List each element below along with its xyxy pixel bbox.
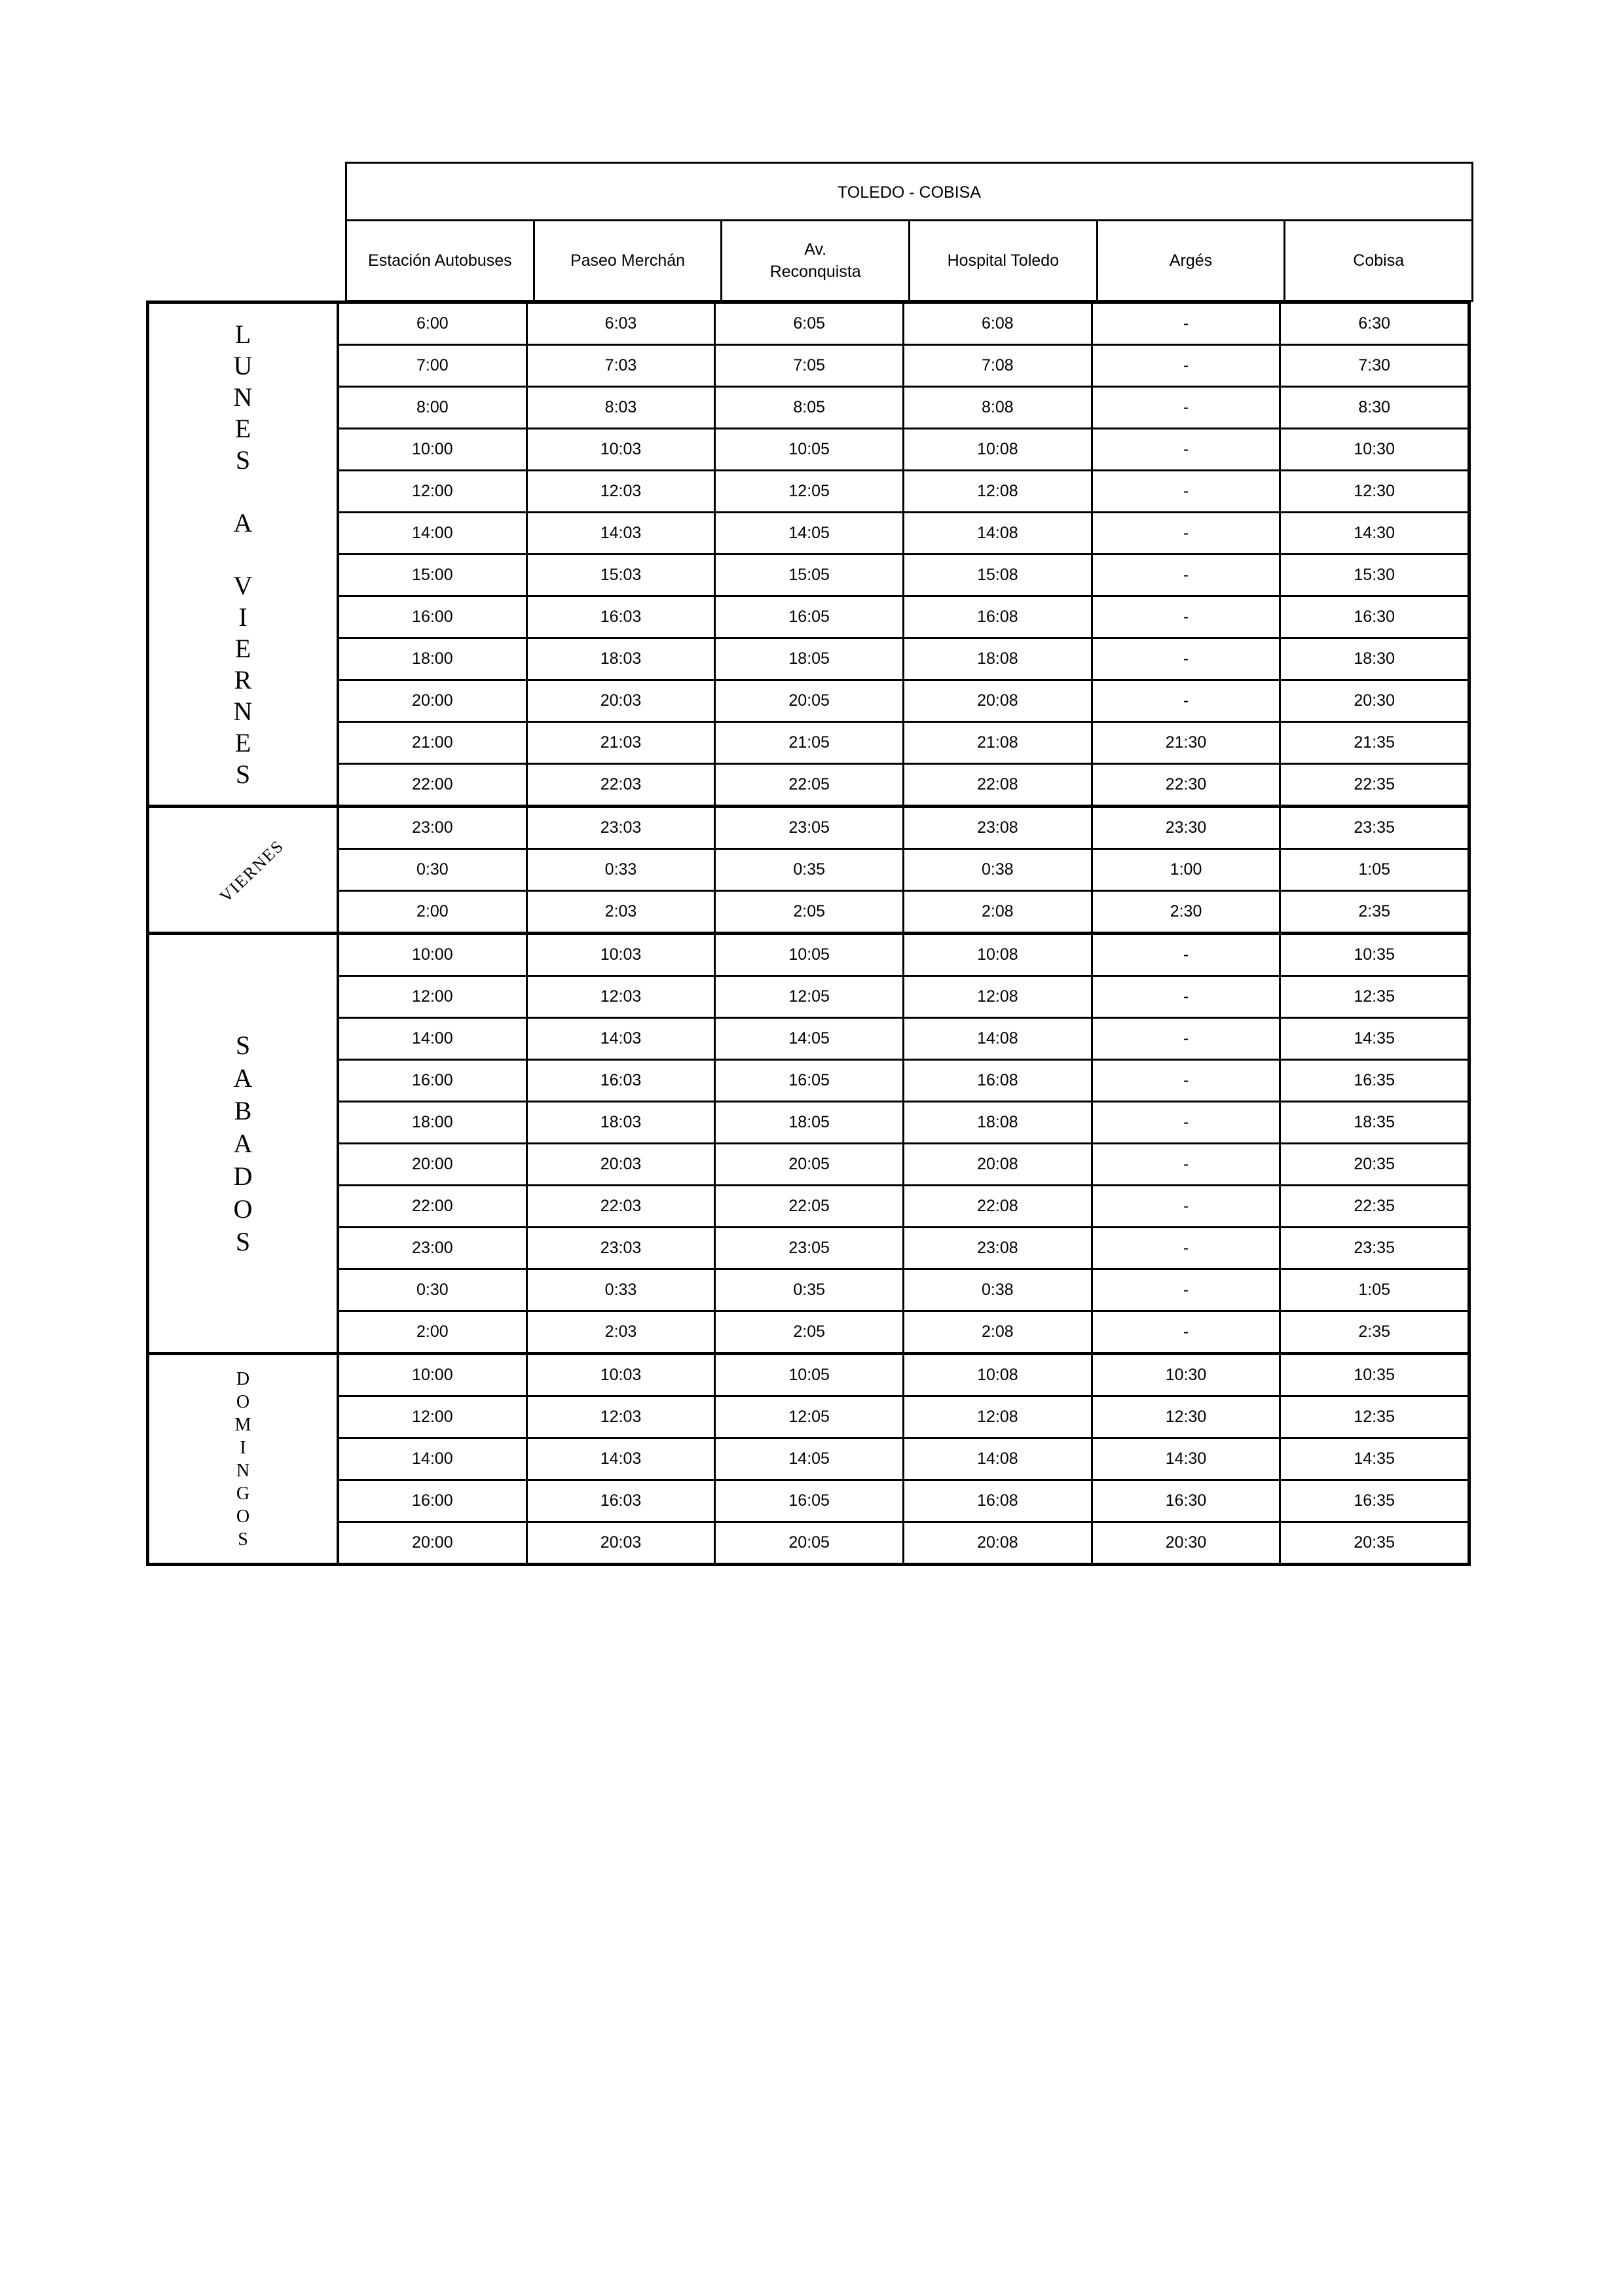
time-cell: 8:05: [716, 388, 904, 428]
label-letter: A: [233, 1128, 253, 1158]
time-cell: -: [1093, 1312, 1282, 1352]
section-label-domingos: [149, 1355, 339, 1563]
label-letter: I: [238, 602, 248, 632]
time-cell: 20:05: [716, 681, 904, 721]
time-cell: -: [1093, 388, 1282, 428]
time-cell: 12:03: [528, 471, 716, 511]
label-letter: L: [234, 319, 251, 349]
time-cell: -: [1093, 639, 1282, 679]
label-letter: O: [236, 1391, 250, 1412]
table-row: [339, 1184, 1467, 1226]
time-cell: 7:03: [528, 346, 716, 386]
table-row: [339, 304, 1467, 344]
time-cell: 10:00: [339, 429, 528, 469]
time-cell: 12:08: [904, 977, 1093, 1017]
time-cell: 12:05: [716, 977, 904, 1017]
table-row: [339, 595, 1467, 637]
time-cell: -: [1093, 1061, 1282, 1101]
stop-header-estacion-autobuses: Estación Autobuses: [347, 221, 535, 300]
time-cell: 2:35: [1358, 1322, 1391, 1341]
time-cell: 2:30: [1093, 892, 1282, 932]
stop-header-hospital-toledo: Hospital Toledo: [910, 221, 1098, 300]
time-cell: 8:00: [339, 388, 528, 428]
table-row: [339, 1101, 1467, 1142]
time-cell: 10:05: [716, 1355, 904, 1395]
time-cell: 21:30: [1093, 723, 1282, 763]
time-cell: -: [1093, 1102, 1282, 1142]
time-cell: 20:05: [716, 1144, 904, 1184]
time-cell: 12:05: [716, 1397, 904, 1437]
time-cell: 0:33: [528, 850, 716, 890]
section-rows: [339, 1355, 1467, 1563]
time-cell: 15:05: [716, 555, 904, 595]
time-cell: 12:30: [1354, 482, 1395, 500]
time-cell: 2:03: [528, 1312, 716, 1352]
time-cell: 16:08: [904, 1481, 1093, 1521]
time-cell: -: [1093, 935, 1282, 975]
time-cell: 12:03: [528, 1397, 716, 1437]
time-cell: 20:03: [528, 1523, 716, 1563]
time-cell: -: [1093, 346, 1282, 386]
time-cell: 20:03: [528, 1144, 716, 1184]
time-cell: 12:08: [904, 1397, 1093, 1437]
time-cell: 14:08: [904, 1439, 1093, 1479]
time-cell: -: [1093, 977, 1282, 1017]
timetable-body: [146, 301, 1471, 1566]
time-cell: 14:05: [716, 513, 904, 553]
time-cell: 16:00: [339, 1061, 528, 1101]
time-cell: 14:30: [1354, 524, 1395, 542]
table-row: [339, 1059, 1467, 1101]
time-cell: 12:05: [716, 471, 904, 511]
table-row: [339, 763, 1467, 805]
time-cell: 18:00: [339, 1102, 528, 1142]
time-cell: 15:00: [339, 555, 528, 595]
stop-header-av-reconquista: Av. Reconquista: [722, 221, 910, 300]
label-letter: B: [234, 1095, 252, 1125]
time-cell: 12:00: [339, 977, 528, 1017]
label-letter: D: [233, 1161, 253, 1191]
time-cell: 22:35: [1354, 1197, 1395, 1215]
time-cell: -: [1093, 681, 1282, 721]
time-cell: 16:08: [904, 1061, 1093, 1101]
time-cell: 10:03: [528, 1355, 716, 1395]
time-cell: 12:35: [1354, 1408, 1395, 1426]
time-cell: 2:35: [1358, 902, 1391, 920]
time-cell: 18:00: [339, 639, 528, 679]
time-cell: -: [1093, 304, 1282, 344]
time-cell: 23:08: [904, 808, 1093, 848]
time-cell: 22:03: [528, 765, 716, 805]
time-cell: 23:35: [1354, 1239, 1395, 1257]
time-cell: 0:38: [904, 1270, 1093, 1310]
time-cell: 21:03: [528, 723, 716, 763]
time-cell: 10:08: [904, 429, 1093, 469]
time-cell: 10:30: [1354, 440, 1395, 458]
section-rows: [339, 935, 1467, 1352]
time-cell: 23:03: [528, 808, 716, 848]
table-row: [339, 721, 1467, 763]
label-letter: A: [233, 1063, 253, 1093]
label-letter: [234, 476, 253, 507]
time-cell: 0:30: [339, 850, 528, 890]
time-cell: 10:00: [339, 1355, 528, 1395]
time-cell: 18:35: [1354, 1113, 1395, 1131]
vertical-label: [235, 1368, 251, 1551]
label-letter: N: [236, 1460, 250, 1481]
time-cell: 14:35: [1354, 1029, 1395, 1048]
table-row: [339, 511, 1467, 553]
time-cell: 15:03: [528, 555, 716, 595]
table-row: [339, 1017, 1467, 1059]
label-letter: G: [236, 1483, 250, 1504]
label-letter: S: [235, 759, 251, 789]
time-cell: 12:00: [339, 1397, 528, 1437]
label-letter: S: [235, 1226, 251, 1256]
stop-header-arges: Argés: [1098, 221, 1286, 300]
section-domingos: [149, 1352, 1467, 1563]
time-cell: 2:00: [339, 1312, 528, 1352]
table-row: [339, 553, 1467, 595]
time-cell: 12:08: [904, 471, 1093, 511]
time-cell: 10:08: [904, 1355, 1093, 1395]
time-cell: 0:30: [339, 1270, 528, 1310]
table-row: [339, 935, 1467, 975]
time-cell: -: [1093, 513, 1282, 553]
time-cell: 23:08: [904, 1228, 1093, 1268]
time-cell: 16:03: [528, 597, 716, 637]
time-cell: 20:08: [904, 681, 1093, 721]
label-letter: S: [235, 1030, 251, 1060]
vertical-label: [234, 1029, 253, 1258]
table-row: [339, 1142, 1467, 1184]
time-cell: 2:00: [339, 892, 528, 932]
time-cell: 23:05: [716, 808, 904, 848]
time-cell: 16:35: [1354, 1071, 1395, 1089]
time-cell: 12:35: [1354, 987, 1395, 1006]
time-cell: 2:03: [528, 892, 716, 932]
label-letter: N: [233, 382, 253, 412]
time-cell: 22:05: [716, 1186, 904, 1226]
time-cell: 20:00: [339, 681, 528, 721]
label-letter: D: [236, 1368, 250, 1389]
label-letter: N: [233, 696, 253, 726]
time-cell: 20:08: [904, 1144, 1093, 1184]
time-cell: 10:30: [1093, 1355, 1282, 1395]
time-cell: -: [1093, 555, 1282, 595]
time-cell: 23:35: [1354, 818, 1395, 837]
label-letter: O: [233, 1194, 253, 1224]
time-cell: 18:05: [716, 639, 904, 679]
time-cell: 16:03: [528, 1061, 716, 1101]
time-cell: -: [1093, 1228, 1282, 1268]
vertical-label: [234, 319, 253, 790]
label-letter: E: [234, 727, 251, 757]
time-cell: 18:03: [528, 639, 716, 679]
time-cell: 12:03: [528, 977, 716, 1017]
section-label-sabados: [149, 935, 339, 1352]
time-cell: 10:03: [528, 429, 716, 469]
time-cell: 18:08: [904, 639, 1093, 679]
table-row: [339, 386, 1467, 428]
section-lunes-a-viernes: [149, 304, 1467, 805]
time-cell: -: [1093, 1019, 1282, 1059]
table-row: [339, 1355, 1467, 1395]
diagonal-label: VIERNES: [215, 836, 288, 907]
time-cell: 22:30: [1093, 765, 1282, 805]
table-row: [339, 1395, 1467, 1437]
time-cell: 22:00: [339, 765, 528, 805]
time-cell: 7:08: [904, 346, 1093, 386]
time-cell: 0:35: [716, 850, 904, 890]
time-cell: 12:00: [339, 471, 528, 511]
time-cell: 8:08: [904, 388, 1093, 428]
label-letter: V: [233, 570, 253, 600]
time-cell: 20:35: [1354, 1155, 1395, 1173]
label-letter: E: [234, 413, 251, 443]
time-cell: 0:33: [528, 1270, 716, 1310]
time-cell: 16:30: [1354, 608, 1395, 626]
time-cell: 20:08: [904, 1523, 1093, 1563]
section-rows: [339, 304, 1467, 805]
time-cell: 14:00: [339, 1439, 528, 1479]
section-label-viernes: [149, 808, 339, 932]
time-cell: 7:30: [1358, 356, 1391, 374]
time-cell: 14:03: [528, 1439, 716, 1479]
time-cell: 23:30: [1093, 808, 1282, 848]
table-row: [339, 1479, 1467, 1521]
time-cell: 14:35: [1354, 1449, 1395, 1468]
time-cell: 22:03: [528, 1186, 716, 1226]
time-cell: 21:00: [339, 723, 528, 763]
time-cell: 2:05: [716, 1312, 904, 1352]
time-cell: 12:30: [1093, 1397, 1282, 1437]
time-cell: 16:08: [904, 597, 1093, 637]
time-cell: 18:05: [716, 1102, 904, 1142]
time-cell: 22:05: [716, 765, 904, 805]
time-cell: 8:30: [1358, 398, 1391, 416]
time-cell: 21:08: [904, 723, 1093, 763]
time-cell: 14:00: [339, 513, 528, 553]
time-cell: 1:05: [1358, 1281, 1391, 1299]
section-label-lunes-a-viernes: [149, 304, 339, 805]
label-letter: A: [233, 507, 253, 538]
time-cell: 20:05: [716, 1523, 904, 1563]
time-cell: 21:05: [716, 723, 904, 763]
label-letter: O: [236, 1506, 250, 1527]
time-cell: 20:00: [339, 1523, 528, 1563]
time-cell: 6:03: [528, 304, 716, 344]
time-cell: -: [1093, 1186, 1282, 1226]
label-letter: S: [238, 1529, 248, 1550]
time-cell: 16:00: [339, 1481, 528, 1521]
table-row: [339, 1521, 1467, 1563]
table-row: [339, 890, 1467, 932]
stop-header-row: [347, 221, 1471, 300]
time-cell: 10:05: [716, 429, 904, 469]
time-cell: 16:30: [1093, 1481, 1282, 1521]
time-cell: 15:30: [1354, 566, 1395, 584]
time-cell: 16:05: [716, 597, 904, 637]
time-cell: 18:08: [904, 1102, 1093, 1142]
time-cell: 10:00: [339, 935, 528, 975]
time-cell: 16:03: [528, 1481, 716, 1521]
time-cell: 6:08: [904, 304, 1093, 344]
time-cell: 16:35: [1354, 1491, 1395, 1510]
time-cell: 14:08: [904, 513, 1093, 553]
time-cell: 20:35: [1354, 1533, 1395, 1552]
table-row: [339, 344, 1467, 386]
time-cell: 22:08: [904, 765, 1093, 805]
time-cell: 22:35: [1354, 775, 1395, 793]
time-cell: 20:00: [339, 1144, 528, 1184]
label-letter: M: [234, 1414, 251, 1435]
time-cell: 16:05: [716, 1481, 904, 1521]
table-row: [339, 975, 1467, 1017]
section-sabados: [149, 932, 1467, 1352]
table-row: [339, 469, 1467, 511]
stop-header-paseo-merchan: Paseo Merchán: [535, 221, 723, 300]
table-row: [339, 1310, 1467, 1352]
time-cell: 2:08: [904, 1312, 1093, 1352]
time-cell: 6:30: [1358, 314, 1391, 333]
time-cell: 10:05: [716, 935, 904, 975]
time-cell: 15:08: [904, 555, 1093, 595]
time-cell: 20:30: [1093, 1523, 1282, 1563]
time-cell: 10:35: [1354, 945, 1395, 964]
label-letter: I: [240, 1437, 246, 1458]
table-row: [339, 637, 1467, 679]
time-cell: 14:05: [716, 1439, 904, 1479]
time-cell: 16:00: [339, 597, 528, 637]
table-row: [339, 1226, 1467, 1268]
time-cell: -: [1093, 1270, 1282, 1310]
time-cell: -: [1093, 597, 1282, 637]
time-cell: 14:00: [339, 1019, 528, 1059]
table-row: [339, 428, 1467, 469]
time-cell: 2:05: [716, 892, 904, 932]
time-cell: -: [1093, 429, 1282, 469]
time-cell: 20:03: [528, 681, 716, 721]
time-cell: 6:00: [339, 304, 528, 344]
timetable-header: [345, 162, 1473, 302]
time-cell: 16:05: [716, 1061, 904, 1101]
time-cell: 2:08: [904, 892, 1093, 932]
time-cell: 7:00: [339, 346, 528, 386]
section-rows: [339, 808, 1467, 932]
time-cell: 10:03: [528, 935, 716, 975]
time-cell: -: [1093, 1144, 1282, 1184]
stop-header-cobisa: Cobisa: [1353, 251, 1405, 270]
time-cell: 14:30: [1093, 1439, 1282, 1479]
table-row: [339, 679, 1467, 721]
time-cell: 18:03: [528, 1102, 716, 1142]
time-cell: 20:30: [1354, 691, 1395, 710]
label-letter: R: [234, 665, 252, 695]
time-cell: 22:08: [904, 1186, 1093, 1226]
time-cell: 1:05: [1358, 860, 1391, 879]
table-row: [339, 1437, 1467, 1479]
route-title: TOLEDO - COBISA: [347, 164, 1471, 221]
time-cell: 14:03: [528, 513, 716, 553]
time-cell: -: [1093, 471, 1282, 511]
time-cell: 10:08: [904, 935, 1093, 975]
time-cell: 7:05: [716, 346, 904, 386]
time-cell: 0:38: [904, 850, 1093, 890]
table-row: [339, 1268, 1467, 1310]
label-letter: [234, 539, 253, 570]
time-cell: 23:00: [339, 808, 528, 848]
time-cell: 23:05: [716, 1228, 904, 1268]
time-cell: 6:05: [716, 304, 904, 344]
time-cell: 8:03: [528, 388, 716, 428]
label-letter: S: [235, 445, 251, 475]
time-cell: 14:08: [904, 1019, 1093, 1059]
table-row: [339, 848, 1467, 890]
time-cell: 1:00: [1093, 850, 1282, 890]
table-row: [339, 808, 1467, 848]
time-cell: 18:30: [1354, 649, 1395, 668]
time-cell: 14:03: [528, 1019, 716, 1059]
label-letter: E: [234, 633, 251, 663]
time-cell: 21:35: [1354, 733, 1395, 752]
time-cell: 14:05: [716, 1019, 904, 1059]
label-letter: U: [233, 350, 253, 380]
section-viernes: [149, 805, 1467, 932]
time-cell: 10:35: [1354, 1366, 1395, 1384]
time-cell: 23:00: [339, 1228, 528, 1268]
time-cell: 22:00: [339, 1186, 528, 1226]
time-cell: 0:35: [716, 1270, 904, 1310]
time-cell: 23:03: [528, 1228, 716, 1268]
